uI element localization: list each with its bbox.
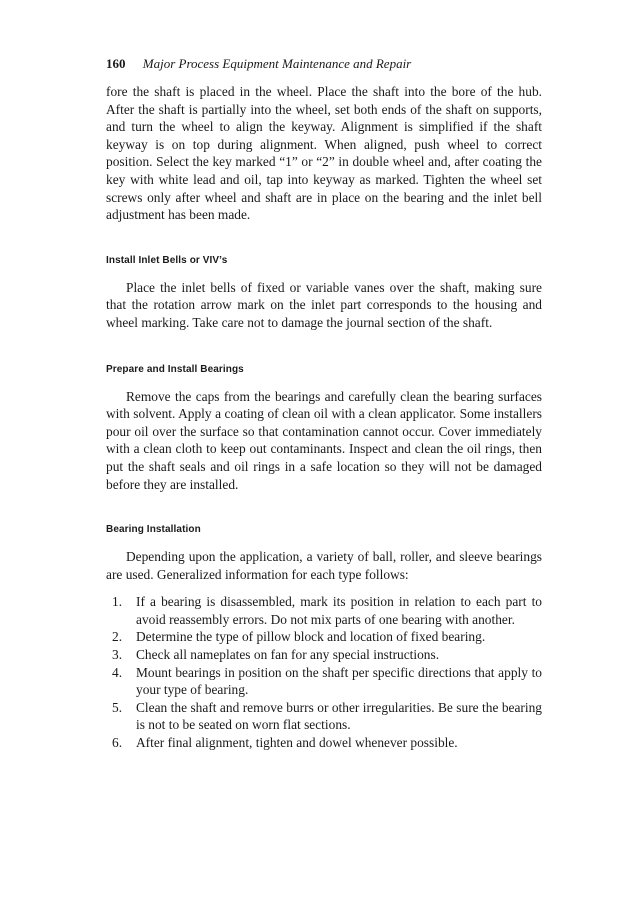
list-item [106,646,542,664]
section-heading-prepare-bearings: Prepare and Install Bearings [106,363,244,375]
list-item-text: Clean the shaft and remove burrs or other irregularities. Be sure the bearing is not to be seated on worn flat sections. [136,699,542,733]
running-header [106,56,542,72]
list-item-number: 2. [112,629,123,645]
list-item-number: 6. [112,735,123,751]
section-heading-inlet-bells: Install Inlet Bells or VIV’s [106,254,228,266]
list-item [106,734,542,752]
list-item-number: 3. [112,647,123,663]
list-item-number: 1. [112,594,123,610]
book-page [106,56,542,752]
list-item-text: Check all nameplates on fan for any special instructions. [136,647,440,663]
section-heading-bearing-installation: Bearing Installation [106,524,201,536]
section-body-prepare-bearings: Remove the caps from the bearings and carefully clean the bearing surfaces with solvent. Apply a coating of clean oil with a clean applicator. Some installers pour oil over the surface so that contamination cannot occur. Cover immediately with a clean cloth to keep out contaminants. Inspect and clean the oil rings, then put the shaft seals and oil rings in a safe location so they will not be damaged before they are installed. [106,388,542,492]
list-item [106,628,542,646]
list-item [106,664,542,699]
list-item-text: Determine the type of pillow block and location of fixed bearing. [136,629,486,645]
book-title: Major Process Equipment Maintenance and Repair [142,56,412,71]
list-item-number: 5. [112,699,123,715]
list-item [106,699,542,734]
continuation-paragraph: fore the shaft is placed in the wheel. Place the shaft into the bore of the hub. After the shaft is partially into the wheel, set both ends of the shaft on supports, and turn the wheel to align the keyway. Alignment is simplified if the shaft keyway is on top during alignment. When aligned, push wheel to correct position. Select the key marked “1” or “2” in double wheel and, after coating the key with white lead and oil, tap into keyway as marked. Tighten the wheel set screws only after wheel and shaft are in place on the bearing and the inlet bell adjustment has been made. [106,84,542,223]
section-body-bearing-installation: Depending upon the application, a variety of ball, roller, and sleeve bearings are used. Generalized information for each type follows: [106,549,542,582]
list-item-text: After final alignment, tighten and dowel whenever possible. [136,735,458,751]
list-item-text: If a bearing is disassembled, mark its position in relation to each part to avoid reassembly errors. Do not mix parts of one bearing with another. [136,594,542,627]
section-body-inlet-bells: Place the inlet bells of fixed or variable vanes over the shaft, making sure that the rotation arrow mark on the inlet part corresponds to the housing and wheel marking. Take care not to damage the journal section of the shaft. [106,279,542,330]
list-item [106,593,542,628]
list-item-number: 4. [112,664,123,680]
page-number: 160 [106,56,126,71]
installation-steps-list [106,593,542,751]
list-item-text: Mount bearings in position on the shaft per specific directions that apply to your type of bearing. [136,664,542,698]
